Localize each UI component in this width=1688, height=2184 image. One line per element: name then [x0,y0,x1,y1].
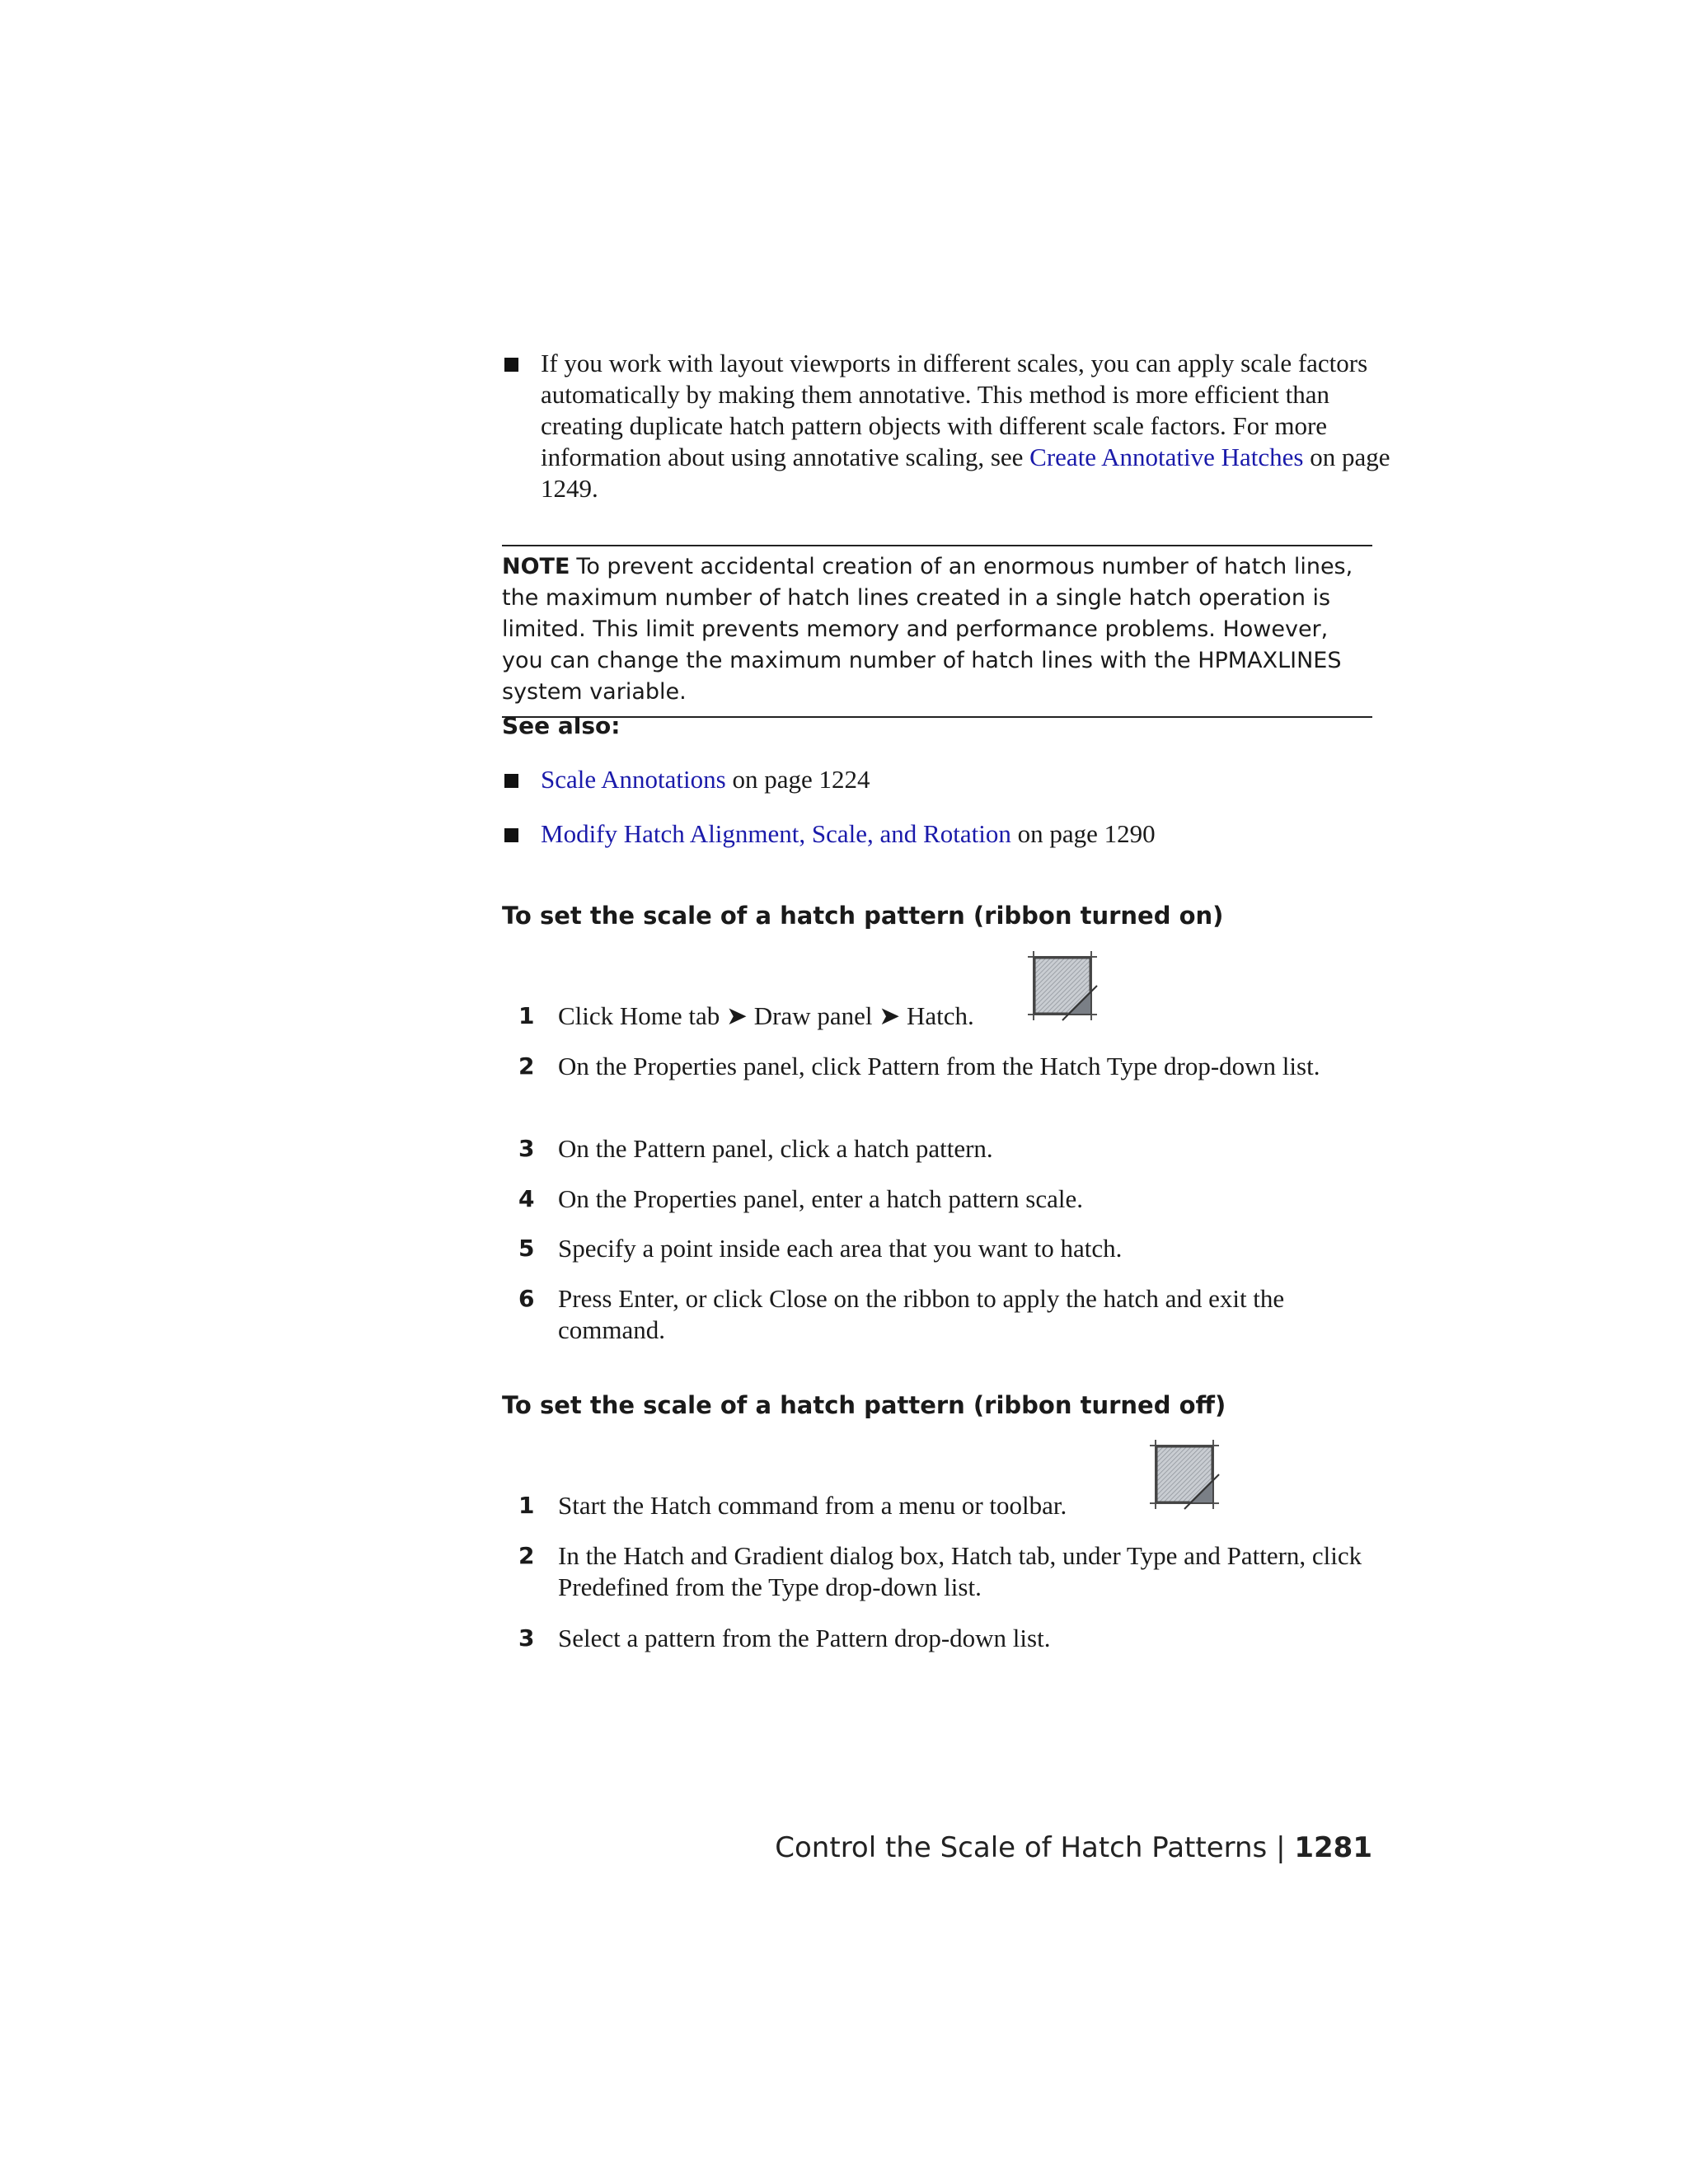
footer-title: Control the Scale of Hatch Patterns [775,1831,1268,1864]
note-box [502,545,1372,718]
bullet-square-icon [504,358,518,372]
page-number: 1281 [1294,1831,1372,1864]
step-number: 3 [518,1135,535,1162]
footer-separator: | [1276,1831,1286,1864]
step-item [502,1051,1372,1082]
step-item [502,1233,1372,1264]
step-number: 1 [518,1002,535,1029]
step-text: Start the Hatch command from a menu or toolbar. [558,1491,1067,1520]
step-text: Specify a point inside each area that you want to hatch. [558,1234,1123,1263]
bullet-square-icon [504,828,518,842]
bullet-square-icon [504,774,518,788]
intro-bullet-text: If you work with layout viewports in different scales, you can apply scale factors automatically by making them annotative. This method is more efficient than creating duplicate hatch pattern objects with different scale factors. For more information about using annotative scaling, see [541,349,1368,471]
step-text: On the Pattern panel, click a hatch pattern. [558,1134,993,1163]
create-annotative-hatches-link[interactable]: Create Annotative Hatches [1029,443,1304,471]
hatch-icon [1148,1438,1221,1511]
step-item [502,1623,1372,1654]
step-number: 6 [518,1285,535,1312]
step-number: 1 [518,1492,535,1519]
intro-bullet [502,348,1411,504]
step-number: 3 [518,1624,535,1652]
step-number: 2 [518,1052,535,1080]
step-item [502,1001,1372,1032]
see-also-item [502,764,1411,795]
scale-annotations-link[interactable]: Scale Annotations [541,765,726,794]
step-item [502,1283,1372,1346]
see-also-heading: See also: [502,712,621,739]
hatch-icon [1026,949,1099,1022]
step-text: In the Hatch and Gradient dialog box, Hatch tab, under Type and Pattern, click Predefined from the Type drop-down list. [558,1541,1362,1601]
step-text: Click Home tab ➤ Draw panel ➤ Hatch. [558,1001,974,1030]
step-item [502,1490,1372,1521]
note-text: To prevent accidental creation of an enormous number of hatch lines, the maximum number of hatch lines created in a single hatch operation is limited. This limit prevents memory and performance problems. However, you can change the maximum number of hatch lines with the HPMAXLINES system variable. [502,554,1353,705]
section-heading-ribbon-off: To set the scale of a hatch pattern (ribbon turned off) [502,1391,1226,1419]
section-heading-ribbon-on: To set the scale of a hatch pattern (ribbon turned on) [502,902,1224,930]
note-label: NOTE [502,554,570,579]
page-footer [775,1831,1372,1864]
see-also-suffix: on page 1224 [725,765,870,794]
see-also-suffix: on page 1290 [1010,819,1156,848]
step-item [502,1540,1372,1603]
step-text: On the Properties panel, click Pattern from the Hatch Type drop-down list. [558,1052,1320,1080]
step-number: 5 [518,1235,535,1262]
intro-bullet-suffix: on page 1249. [541,443,1390,503]
step-number: 2 [518,1542,535,1569]
see-also-item [502,818,1411,850]
step-item [502,1183,1372,1215]
modify-hatch-alignment-link[interactable]: Modify Hatch Alignment, Scale, and Rotation [541,819,1011,848]
step-item [502,1133,1372,1165]
step-text: Select a pattern from the Pattern drop-down list. [558,1624,1051,1652]
step-text: Press Enter, or click Close on the ribbon to apply the hatch and exit the command. [558,1284,1285,1344]
step-number: 4 [518,1185,535,1212]
step-text: On the Properties panel, enter a hatch pattern scale. [558,1184,1083,1213]
